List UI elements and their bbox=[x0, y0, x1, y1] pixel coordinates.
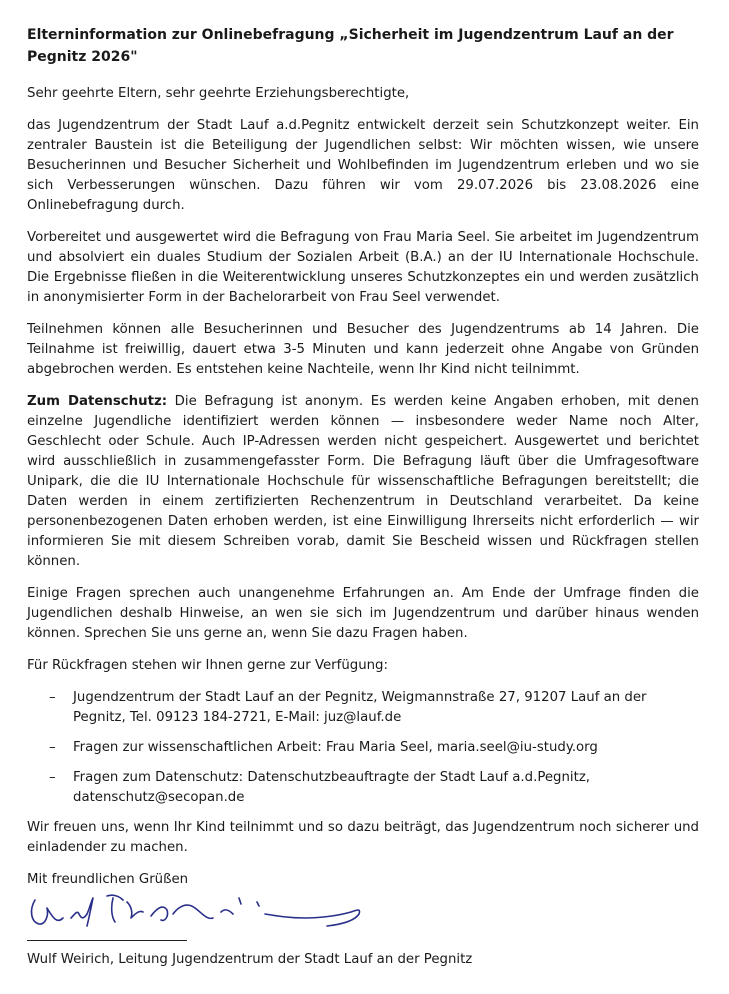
list-dash: – bbox=[49, 690, 56, 705]
privacy-heading: Zum Datenschutz: bbox=[27, 394, 168, 409]
signature-line bbox=[27, 940, 187, 941]
paragraph-participation: Teilnehmen können alle Besucherinnen und Besucher des Jugendzentrums ab 14 Jahren. Die Teilnahme ist freiwillig, dauert etwa 3-5 Minuten und kann jederzeit ohne Angabe von Gründen abgebrochen werden. Es entstehen keine Nachteile, wenn Ihr Kind nicht teilnimmt. bbox=[27, 322, 699, 377]
salutation: Sehr geehrte Eltern, sehr geehrte Erziehungsberechtigte, bbox=[27, 86, 410, 101]
list-item bbox=[27, 768, 699, 808]
greeting: Mit freundlichen Grüßen bbox=[27, 872, 189, 887]
contact-text: Fragen zum Datenschutz: Datenschutzbeauftragte der Stadt Lauf a.d.Pegnitz, datenschutz@secopan.de bbox=[73, 770, 591, 805]
paragraph-author: Vorbereitet und ausgewertet wird die Befragung von Frau Maria Seel. Sie arbeitet im Jugendzentrum und absolviert ein duales Studium der Sozialen Arbeit (B.A.) an der IU Internationale Hochschule. Die Ergebnisse fließen in die Weiterentwicklung unseres Schutzkonzeptes ein und werden zusätzlich in anonymisierter Form in der Bachelorarbeit von Frau Seel verwendet. bbox=[27, 230, 699, 305]
paragraph-sensitive: Einige Fragen sprechen auch unangenehme Erfahrungen an. Am Ende der Umfrage finden die Jugendlichen deshalb Hinweise, an wen sie sich im Jugendzentrum und darüber hinaus wenden können. Sprechen Sie uns gerne an, wenn Sie dazu Fragen haben. bbox=[27, 586, 699, 641]
list-dash: – bbox=[49, 770, 56, 785]
privacy-text: Die Befragung ist anonym. Es werden keine Angaben erhoben, mit denen einzelne Jugendliche identifiziert werden können — insbesondere weder Name noch Alter, Geschlecht oder Schule. Auch IP-Adressen werden nicht gespeichert. Ausgewertet und berichtet wird ausschließlich in zusammengefasster Form. Die Befragung läuft über die Umfragesoftware Unipark, die die IU Internationale Hochschule für wissenschaftliche Befragungen bereitstellt; die Daten werden in einem zertifizierten Rechenzentrum in Deutschland verarbeitet. Da keine personenbezogenen Daten erhoben werden, ist eine Einwilligung Ihrerseits nicht erforderlich — wir informieren Sie mit diesem Schreiben vorab, damit Sie Bescheid wissen und Rückfragen stellen können. bbox=[27, 394, 699, 569]
closing-paragraph: Wir freuen uns, wenn Ihr Kind teilnimmt und so dazu beiträgt, das Jugendzentrum noch sicherer und einladender zu machen. bbox=[27, 820, 699, 855]
paragraph-privacy bbox=[27, 392, 699, 572]
list-item bbox=[27, 738, 699, 758]
letter-title: Elterninformation zur Onlinebefragung „Sicherheit im Jugendzentrum Lauf an der Pegnitz 2026" bbox=[27, 27, 674, 65]
signature-scribble bbox=[27, 888, 367, 948]
contact-text: Jugendzentrum der Stadt Lauf an der Pegnitz, Weigmannstraße 27, 91207 Lauf an der Pegnitz, Tel. 09123 184-2721, E-Mail: juz@lauf.de bbox=[73, 690, 647, 725]
signature-name: Wulf Weirich, Leitung Jugendzentrum der Stadt Lauf an der Pegnitz bbox=[27, 952, 473, 967]
contact-text: Fragen zur wissenschaftlichen Arbeit: Frau Maria Seel, maria.seel@iu-study.org bbox=[73, 740, 598, 755]
signature bbox=[27, 888, 699, 950]
list-item bbox=[27, 688, 699, 728]
paragraph-questions-intro: Für Rückfragen stehen wir Ihnen gerne zur Verfügung: bbox=[27, 658, 388, 673]
paragraph-intro: das Jugendzentrum der Stadt Lauf a.d.Pegnitz entwickelt derzeit sein Schutzkonzept weiter. Ein zentraler Baustein ist die Beteiligung der Jugendlichen selbst: Wir möchten wissen, wie unsere Besucherinnen und Besucher Sicherheit und Wohlbefinden im Jugendzentrum erleben und wo sie sich Verbesserungen wünschen. Dazu führen wir vom 29.07.2026 bis 23.08.2026 eine Onlinebefragung durch. bbox=[27, 118, 699, 213]
list-dash: – bbox=[49, 740, 56, 755]
contact-list bbox=[27, 688, 699, 808]
letter bbox=[27, 24, 699, 970]
